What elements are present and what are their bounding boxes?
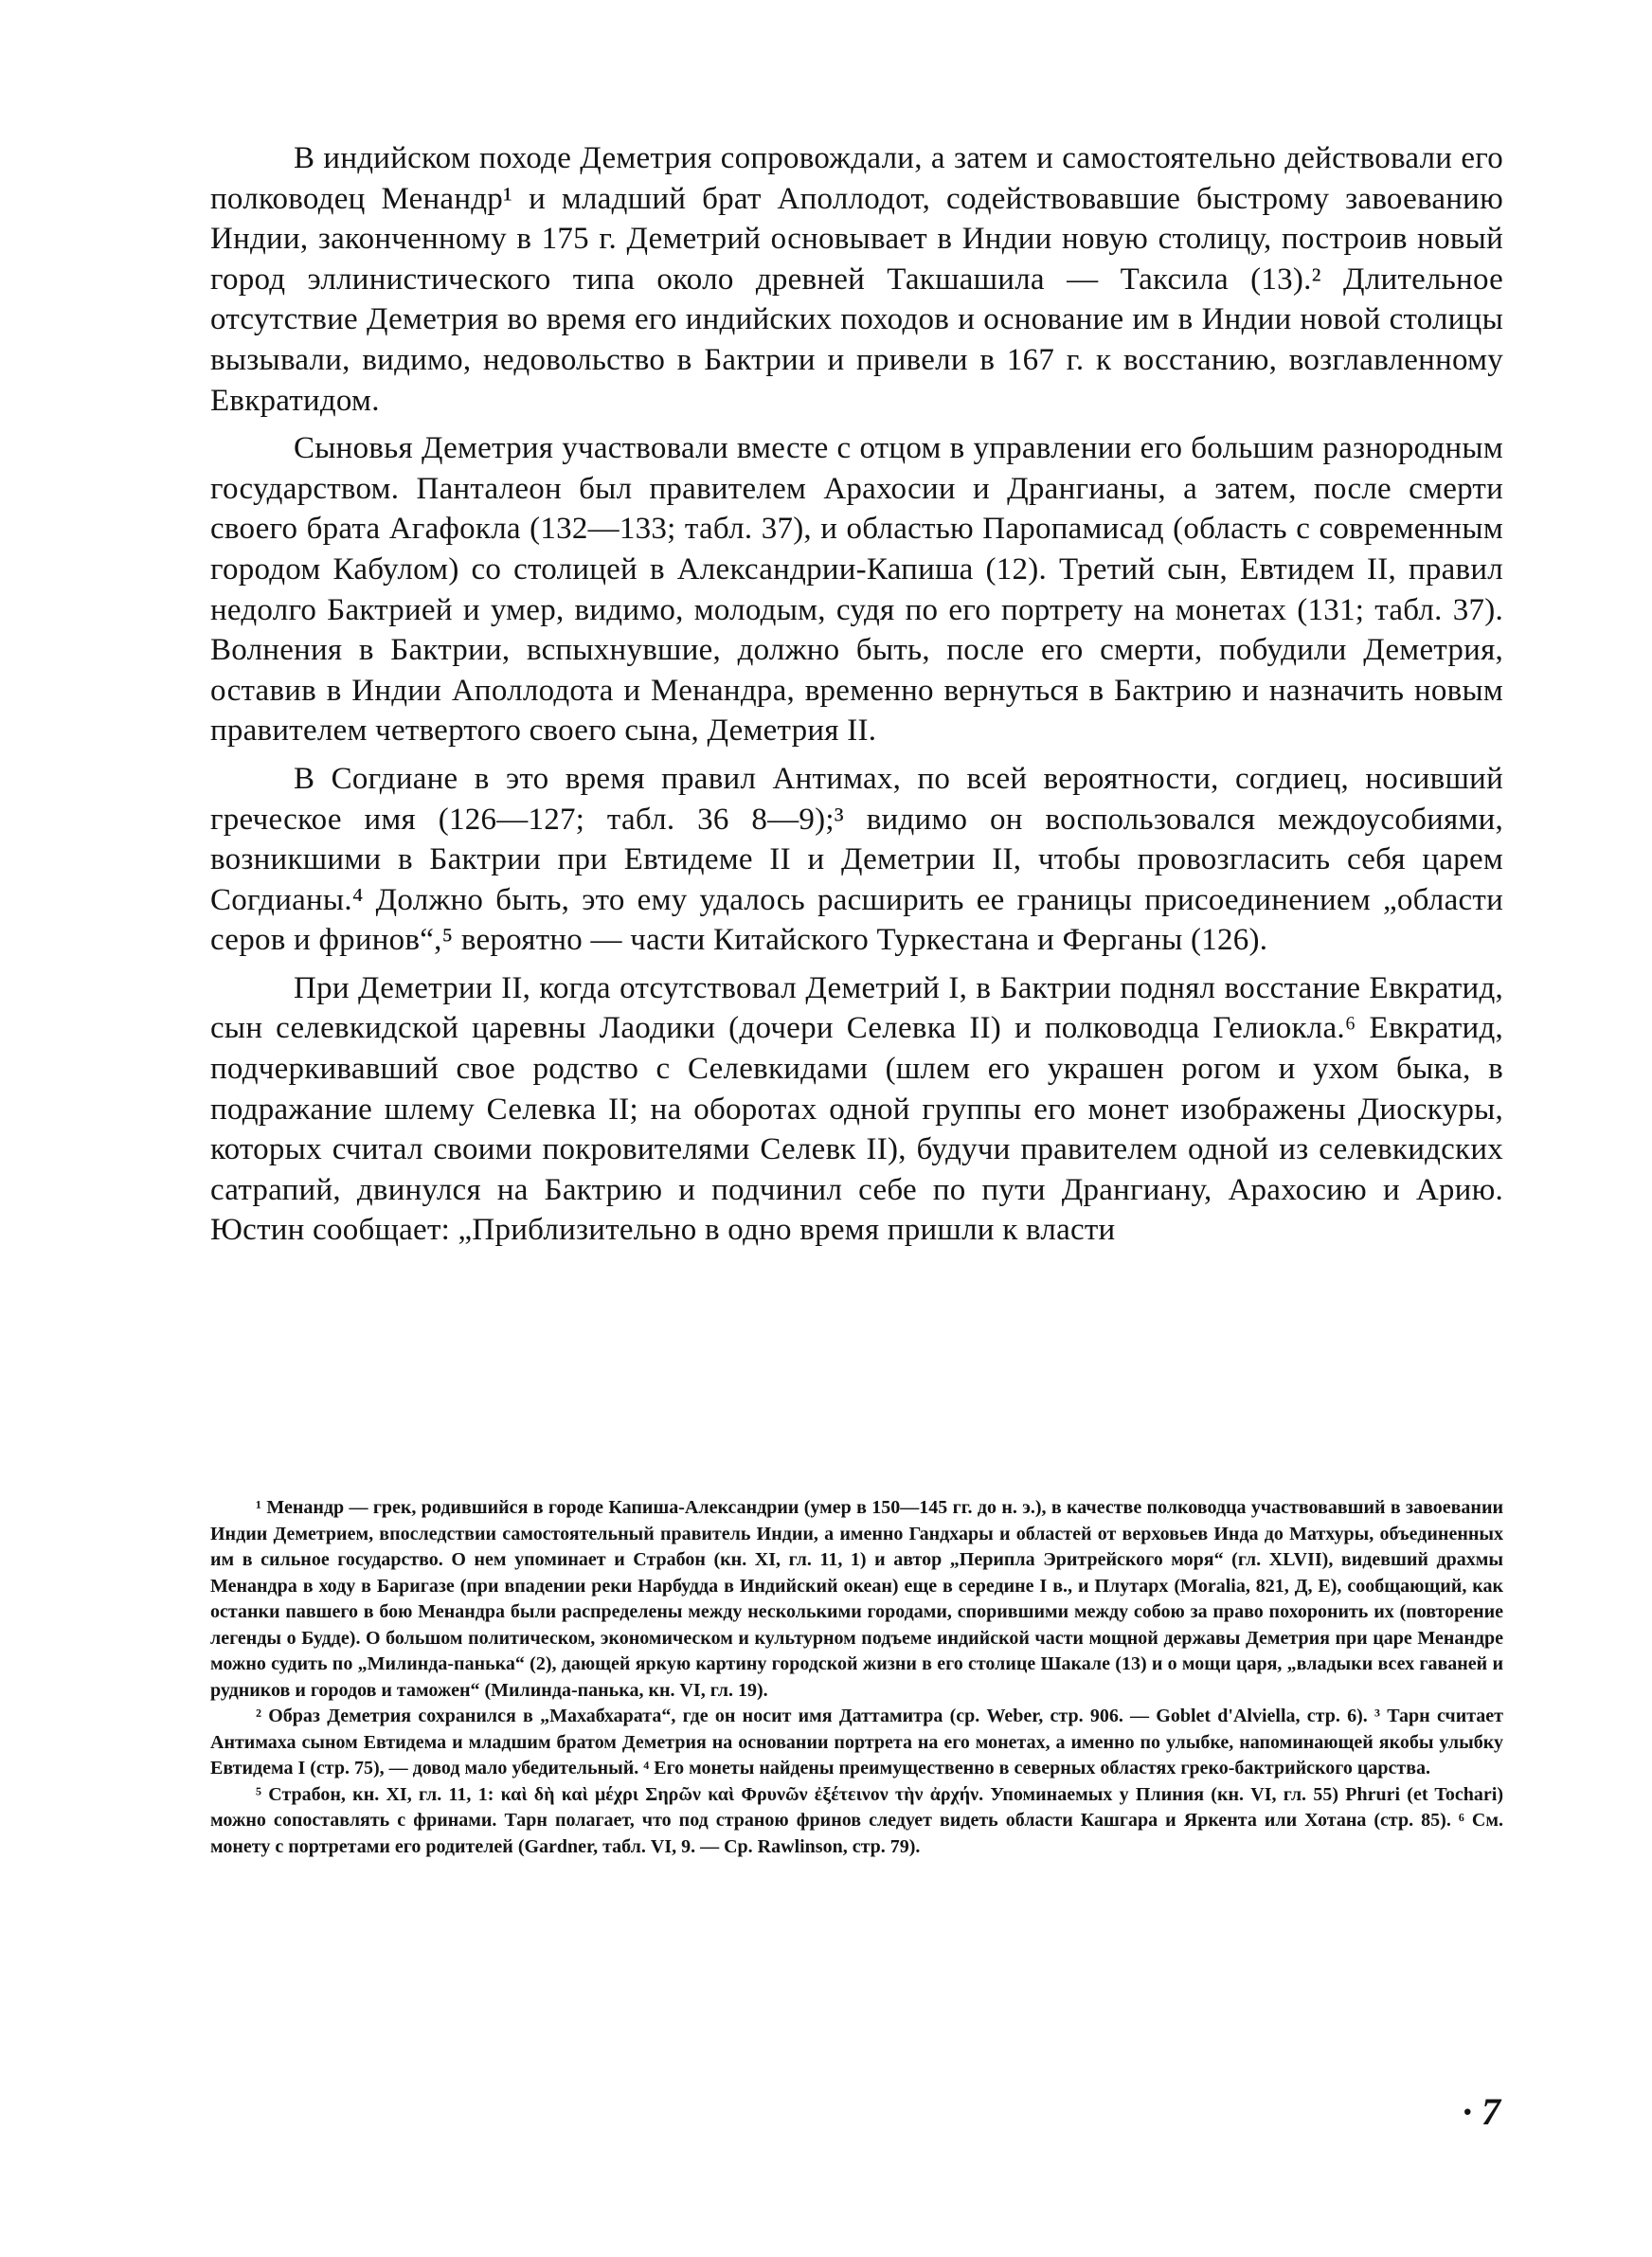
main-text xyxy=(210,138,1503,1251)
paragraph: В индийском походе Деметрия сопровождали, а затем и самостоятельно действовали его полководец Менандр¹ и младший брат Аполлодот, содействовавшие быстрому завоеванию Индии, законченному в 175 г. Деметрий основывает в Индии новую столицу, построив новый город эллинистического типа около древней Такшашила — Таксила (13).² Длительное отсутствие Деметрия во время его индийских походов и основание им в Индии новой столицы вызывали, видимо, недовольство в Бактрии и привели в 167 г. к восстанию, возглавленному Евкратидом. xyxy=(210,141,1503,418)
footnote: ⁵ Страбон, кн. XI, гл. 11, 1: καὶ δὴ καὶ μέχρι Σηρῶν καὶ Φρυνῶν ἐξέτεινον τὴν ἀρχήν. Упоминаемых у Плиния (кн. VI, гл. 55) Phruri (et Tochari) можно сопоставлять с фринами. Тарн полагает, что под страною фринов следует видеть области Кашгара и Яркента или Хотана (стр. 85). ⁶ См. монету с портретами его родителей (Gardner, табл. VI, 9. — Ср. Rawlinson, стр. 79). xyxy=(210,1783,1503,1857)
paragraph: В Согдиане в это время правил Антимах, по всей вероятности, согдиец, носивший греческое имя (126—127; табл. 36 8—9);³ видимо он воспользовался междоусобиями, возникшими в Бактрии при Евтидеме II и Деметрии II, чтобы провозгласить себя царем Согдианы.⁴ Должно быть, это ему удалось расширить ее границы присоединением „области серов и фринов“,⁵ вероятно — части Китайского Туркестана и Ферганы (126). xyxy=(210,761,1503,958)
footnote: ¹ Менандр — грек, родившийся в городе Капиша-Александрии (умер в 150—145 гг. до н. э.), в качестве полководца участвовавший в завоевании Индии Деметрием, впоследствии самостоятельный правитель Индии, а именно Гандхары и областей от верховьев Инда до Матхуры, объединенных им в сильное государство. О нем упоминает и Страбон (кн. XI, гл. 11, 1) и автор „Перипла Эритрейского моря“ (гл. XLVII), видевший драхмы Менандра в ходу в Баригазе (при впадении реки Нарбудда в Индийский океан) еще в середине I в., и Плутарх (Moralia, 821, Д, Е), сообщающий, как останки павшего в бою Менандра были распределены между несколькими городами, спорившими между собою за право похоронить их (повторение легенды о Будде). О большом политическом, экономическом и культурном подъеме индийской части мощной державы Деметрия при царе Менандре можно судить по „Милинда-панька“ (2), дающей яркую картину городской жизни в его столице Шакале (13) и о мощи царя, „владыки всех гаваней и рудников и городов и таможен“ (Милинда-панька, кн. VI, гл. 19). xyxy=(210,1497,1503,1701)
footnotes xyxy=(210,1495,1503,1860)
footnote: ² Образ Деметрия сохранился в „Махабхарата“, где он носит имя Даттамитра (ср. Weber, стр. 906. — Goblet d'Alviella, стр. 6). ³ Тарн считает Антимаха сыном Евтидема и младшим братом Деметрия на основании портрета на его монетах, а именно по улыбке, напоминающей якобы улыбку Евтидема I (стр. 75), — довод мало убедительный. ⁴ Его монеты найдены преимущественно в северных областях греко-бактрийского царства. xyxy=(210,1706,1503,1779)
page-number: · 7 xyxy=(1463,2090,1500,2133)
paragraph: При Деметрии II, когда отсутствовал Деметрий I, в Бактрии поднял восстание Евкратид, сын селевкидской царевны Лаодики (дочери Селевка II) и полководца Гелиокла.⁶ Евкратид, подчеркивавший свое родство с Селевкидами (шлем его украшен рогом и ухом быка, в подражание шлему Селевка II; на оборотах одной группы его монет изображены Диоскуры, которых считал своими покровителями Селевк II), будучи правителем одной из селевкидских сатрапий, двинулся на Бактрию и подчинил себе по пути Дрангиану, Арахосию и Арию. Юстин сообщает: „Приблизительно в одно время пришли к власти xyxy=(210,970,1503,1248)
paragraph: Сыновья Деметрия участвовали вместе с отцом в управлении его большим разнородным государством. Панталеон был правителем Арахосии и Дрангианы, а затем, после смерти своего брата Агафокла (132—133; табл. 37), и областью Паропамисад (область с современным городом Кабулом) со столицей в Александрии-Капиша (12). Третий сын, Евтидем II, правил недолго Бактрией и умер, видимо, молодым, судя по его портрету на монетах (131; табл. 37). Волнения в Бактрии, вспыхнувшие, должно быть, после его смерти, побудили Деметрия, оставив в Индии Аполлодота и Менандра, временно вернуться в Бактрию и назначить новым правителем четвертого своего сына, Деметрия II. xyxy=(210,431,1503,749)
